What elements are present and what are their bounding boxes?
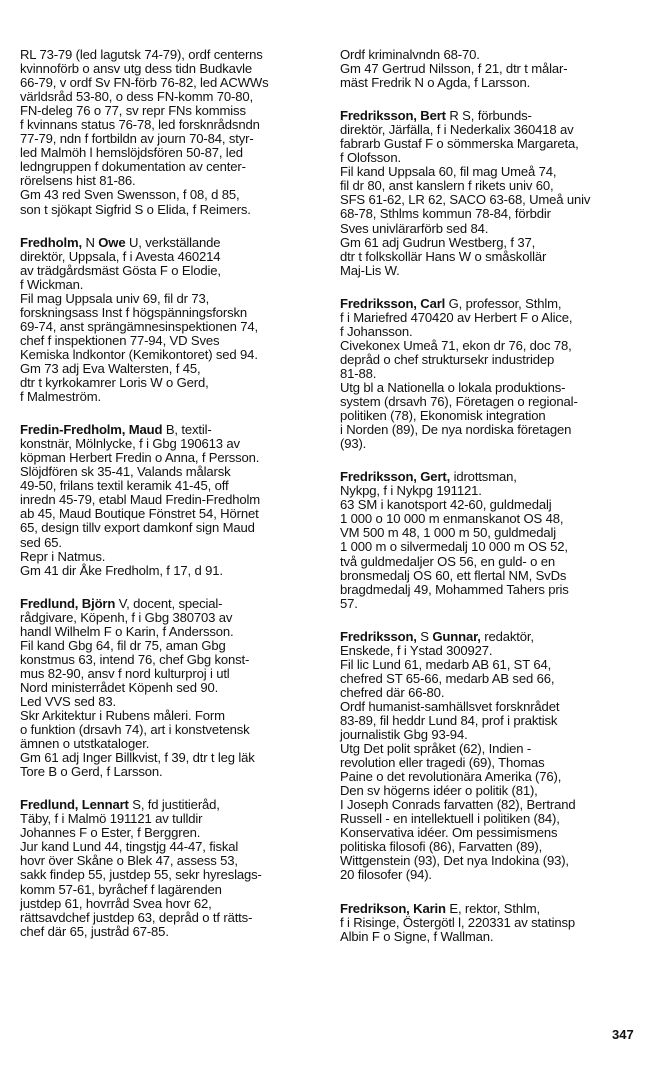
entry-text: depråd o chef struktursekr industridep	[340, 351, 555, 367]
entry-line	[20, 390, 320, 404]
entry-line	[340, 826, 640, 840]
entry-text: Nykpg, f i Nykpg 191121.	[340, 483, 482, 499]
biography-entry	[340, 48, 640, 90]
entry-text: chef f inspektionen 77-94, VD Sves	[20, 332, 220, 348]
entry-line	[340, 423, 640, 437]
entry-text: Ordf kriminalvndn 68-70.	[340, 47, 480, 62]
entry-line	[20, 278, 320, 292]
entry-line	[20, 236, 320, 250]
entry-line	[20, 826, 320, 840]
entry-line	[20, 306, 320, 320]
entry-text: Sves univlärarförb sed 84.	[340, 220, 489, 236]
entry-line	[20, 695, 320, 709]
entry-text: Täby, f i Malmö 191121 av tulldir	[20, 811, 203, 827]
entry-line	[20, 868, 320, 882]
entry-line	[20, 104, 320, 118]
entry-line	[20, 118, 320, 132]
entry-text: Repr i Natmus.	[20, 548, 106, 564]
entry-text: ab 45, Maud Boutique Fönstret 54, Hörnet	[20, 506, 259, 522]
entry-line	[340, 48, 640, 62]
entry-line	[340, 109, 640, 123]
entry-line	[20, 188, 320, 202]
entry-line	[340, 644, 640, 658]
entry-name-bold: Fredin-Fredholm, Maud	[20, 422, 163, 438]
entry-text: Wittgenstein (93), Det nya Indokina (93),	[340, 853, 569, 869]
biography-entry	[20, 236, 320, 405]
entry-text: Johannes F o Ester, f Berggren.	[20, 825, 201, 841]
entry-line	[340, 756, 640, 770]
entry-line	[340, 484, 640, 498]
entry-line	[340, 236, 640, 250]
entry-text: S, fd justitieråd,	[128, 797, 220, 813]
entry-text: Utg Det polit språket (62), Indien -	[340, 741, 532, 757]
entry-text: R S, förbunds-	[445, 108, 532, 124]
entry-line	[340, 207, 640, 221]
entry-text: 65, design tillv export damkonf sign Maud	[20, 520, 255, 536]
entry-text: f Malmeström.	[20, 389, 101, 405]
entry-line	[20, 536, 320, 550]
entry-line	[340, 437, 640, 451]
entry-text: V, docent, special-	[115, 595, 223, 611]
entry-text: handl Wilhelm F o Karin, f Andersson.	[20, 623, 234, 639]
entry-text: revolution eller tragedi (69), Thomas	[340, 755, 545, 771]
entry-line	[20, 897, 320, 911]
biography-entry	[20, 798, 320, 938]
entry-line	[340, 526, 640, 540]
entry-text: f i Risinge, Östergötl l, 220331 av statinsp	[340, 914, 576, 930]
entry-text: son t sjökapt Sigfrid S o Elida, f Reimers.	[20, 201, 251, 217]
biography-entry	[340, 297, 640, 452]
biography-entry	[20, 597, 320, 780]
entry-line	[340, 222, 640, 236]
entry-text: bronsmedalj OS 60, ett flertal NM, SvDs	[340, 567, 567, 583]
biography-entry	[340, 470, 640, 610]
entry-text: Jur kand Lund 44, tingstjg 44-47, fiskal	[20, 839, 239, 855]
entry-text: justdep 61, hovrråd Svea hovr 62,	[20, 895, 212, 911]
entry-line	[20, 479, 320, 493]
entry-line	[20, 751, 320, 765]
entry-line	[340, 165, 640, 179]
entry-text: rättsavdchef justdep 63, depråd o tf rätts-	[20, 909, 253, 925]
entry-text: Gm 41 dir Åke Fredholm, f 17, d 91.	[20, 562, 223, 578]
entry-line	[20, 174, 320, 188]
entry-text: 20 filosofer (94).	[340, 867, 432, 883]
entry-text: 49-50, frilans textil keramik 41-45, off	[20, 478, 229, 494]
entry-line	[20, 812, 320, 826]
entry-text: världsråd 53-80, o dess FN-komm 70-80,	[20, 89, 253, 105]
entry-text: journalistik Gbg 93-94.	[340, 727, 468, 743]
entry-text: fabrarb Gustaf F o sömmerska Margareta,	[340, 136, 579, 152]
entry-line	[340, 658, 640, 672]
entry-text: konstmus 63, intend 76, chef Gbg konst-	[20, 651, 250, 667]
entry-text: Fil mag Uppsala univ 69, fil dr 73,	[20, 290, 210, 306]
entry-text: Gm 61 adj Inger Billkvist, f 39, dtr t leg läk	[20, 750, 255, 766]
entry-line	[340, 555, 640, 569]
entry-name-bold: Fredholm,	[20, 234, 82, 250]
right-column	[340, 48, 640, 963]
entry-line	[20, 465, 320, 479]
entry-text: dtr t kyrkokamrer Loris W o Gerd,	[20, 375, 209, 391]
entry-line	[20, 146, 320, 160]
entry-text: VM 500 m 48, 1 000 m 50, guldmedalj	[340, 525, 557, 541]
entry-line	[20, 493, 320, 507]
entry-text: Utg bl a Nationella o lokala produktions-	[340, 379, 566, 395]
entry-line	[340, 151, 640, 165]
entry-text: dtr t folkskollär Hans W o småskollär	[340, 248, 547, 264]
entry-text: direktör, Uppsala, f i Avesta 460214	[20, 248, 221, 264]
entry-text: Enskede, f i Ystad 300927.	[340, 642, 493, 658]
entry-line	[340, 381, 640, 395]
entry-line	[340, 672, 640, 686]
entry-line	[20, 723, 320, 737]
entry-text: Gm 61 adj Gudrun Westberg, f 37,	[340, 234, 536, 250]
entry-line	[20, 854, 320, 868]
entry-text: Albin F o Signe, f Wallman.	[340, 928, 494, 944]
entry-text: FN-deleg 76 o 77, sv repr FNs kommiss	[20, 103, 246, 119]
entry-text: köpman Herbert Fredin o Anna, f Persson.	[20, 450, 260, 466]
entry-text: f Johansson.	[340, 323, 413, 339]
entry-line	[20, 90, 320, 104]
entry-text: direktör, Järfälla, f i Nederkalix 360418 av	[340, 122, 574, 138]
entry-text: U, verkställande	[125, 234, 221, 250]
entry-text: Slöjdfören sk 35-41, Valands målarsk	[20, 464, 231, 480]
entry-text: chefred där 66-80.	[340, 684, 445, 700]
entry-text: mus 82-90, ansv f nord kulturproj i utl	[20, 665, 230, 681]
entry-text: rådgivare, Köpenh, f i Gbg 380703 av	[20, 609, 233, 625]
entry-line	[340, 311, 640, 325]
entry-text: i Norden (89), De nya nordiska företagen	[340, 422, 572, 438]
entry-line	[20, 451, 320, 465]
entry-line	[20, 611, 320, 625]
entry-line	[20, 292, 320, 306]
entry-line	[340, 916, 640, 930]
entry-text: led Malmöh l hemslöjdsfören 50-87, led	[20, 145, 243, 161]
entry-line	[20, 597, 320, 611]
entry-text: politiska filosofi (86), Farvatten (89),	[340, 839, 543, 855]
entry-text: 81-88.	[340, 365, 377, 381]
entry-text: konstnär, Mölnlycke, f i Gbg 190613 av	[20, 436, 240, 452]
entry-line	[340, 930, 640, 944]
entry-line	[340, 630, 640, 644]
entry-line	[20, 911, 320, 925]
entry-line	[340, 686, 640, 700]
entry-text: Russell - en intellektuell i politiken (84),	[340, 811, 560, 827]
entry-name-bold: Fredriksson, Gert,	[340, 469, 451, 485]
entry-line	[340, 840, 640, 854]
biography-entry	[340, 109, 640, 278]
entry-line	[20, 550, 320, 564]
entry-text: 69-74, anst sprängämnesinspektionen 74,	[20, 318, 259, 334]
entry-text: bragdmedalj 49, Mohammed Tahers pris	[340, 581, 569, 597]
entry-line	[340, 409, 640, 423]
entry-text: Gm 47 Gertrud Nilsson, f 21, dtr t målar-	[340, 61, 568, 77]
entry-line	[20, 160, 320, 174]
biography-entry	[20, 423, 320, 578]
entry-line	[20, 737, 320, 751]
entry-name-bold: Fredriksson, Bert	[340, 108, 446, 124]
entry-text: Civekonex Umeå 71, ekon dr 76, doc 78,	[340, 337, 572, 353]
entry-text: S	[416, 628, 433, 644]
entry-line	[20, 840, 320, 854]
entry-line	[20, 521, 320, 535]
entry-line	[340, 583, 640, 597]
entry-text: f kvinnans status 76-78, led forsknrådsndn	[20, 117, 260, 133]
entry-line	[340, 569, 640, 583]
entry-name-bold: Fredriksson, Carl	[340, 295, 446, 311]
entry-name-bold: Fredlund, Lennart	[20, 797, 129, 813]
entry-line	[340, 395, 640, 409]
entry-line	[340, 193, 640, 207]
entry-text: redaktör,	[480, 628, 534, 644]
entry-text: Fil kand Uppsala 60, fil mag Umeå 74,	[340, 164, 557, 180]
page-number: 347	[612, 1027, 634, 1042]
entry-text: system (drsavh 76), Företagen o regional-	[340, 394, 578, 410]
entry-line	[20, 320, 320, 334]
entry-line	[340, 597, 640, 611]
entry-line	[340, 742, 640, 756]
entry-line	[20, 564, 320, 578]
entry-text: idrottsman,	[450, 469, 517, 485]
entry-text: ämnen o utstkataloger.	[20, 736, 150, 752]
entry-line	[20, 883, 320, 897]
entry-line	[20, 681, 320, 695]
entry-text: SFS 61-62, LR 62, SACO 63-68, Umeå univ	[340, 192, 591, 208]
entry-text: RL 73-79 (led lagutsk 74-79), ordf centerns	[20, 47, 263, 62]
entry-text: Gm 73 adj Eva Waltersten, f 45,	[20, 360, 201, 376]
entry-line	[340, 498, 640, 512]
entry-line	[20, 667, 320, 681]
entry-text: 1 000 o 10 000 m enmanskanot OS 48,	[340, 511, 564, 527]
entry-line	[20, 798, 320, 812]
entry-text: f Olofsson.	[340, 150, 401, 166]
entry-line	[20, 62, 320, 76]
entry-text: ledngruppen f dokumentation av center-	[20, 159, 246, 175]
entry-line	[340, 76, 640, 90]
entry-line	[20, 362, 320, 376]
entry-text: politiken (78), Ekonomisk integration	[340, 408, 546, 424]
entry-line	[20, 653, 320, 667]
entry-text: inredn 45-79, etabl Maud Fredin-Fredholm	[20, 492, 261, 508]
entry-line	[340, 62, 640, 76]
entry-line	[340, 325, 640, 339]
entry-line	[20, 437, 320, 451]
entry-text: av trädgårdsmäst Gösta F o Elodie,	[20, 262, 221, 278]
entry-name-bold: Fredlund, Björn	[20, 595, 116, 611]
entry-text: komm 57-61, byråchef f lagärenden	[20, 881, 222, 897]
entry-text: Fil kand Gbg 64, fil dr 75, aman Gbg	[20, 637, 226, 653]
entry-text: 63 SM i kanotsport 42-60, guldmedalj	[340, 497, 552, 513]
entry-line	[340, 902, 640, 916]
entry-text: Gm 43 red Sven Swensson, f 08, d 85,	[20, 187, 240, 203]
entry-text: 77-79, ndn f fortbildn av journ 70-84, styr-	[20, 131, 254, 147]
entry-text: chef där 65, justråd 67-85.	[20, 923, 169, 939]
entry-line	[340, 353, 640, 367]
entry-text: 66-79, v ordf Sv FN-förb 76-82, led ACWWs	[20, 75, 269, 91]
entry-text: Ordf humanist-samhällsvet forsknrådet	[340, 698, 560, 714]
entry-text: kvinnoförb o ansv utg dess tidn Budkavle	[20, 61, 253, 77]
entry-text: Fil lic Lund 61, medarb AB 61, ST 64,	[340, 656, 552, 672]
entry-text: f Wickman.	[20, 276, 84, 292]
entry-text: Led VVS sed 83.	[20, 693, 117, 709]
entry-text: hovr över Skåne o Blek 47, assess 53,	[20, 853, 238, 869]
entry-line	[20, 250, 320, 264]
entry-text: forskningsass Inst f högspänningsforskn	[20, 304, 248, 320]
entry-line	[340, 812, 640, 826]
entry-line	[340, 264, 640, 278]
entry-line	[340, 123, 640, 137]
entry-line	[20, 132, 320, 146]
entry-line	[340, 470, 640, 484]
entry-text: fil dr 80, anst kanslern f rikets univ 60,	[340, 178, 554, 194]
entry-line	[340, 512, 640, 526]
entry-text: o funktion (drsavh 74), art i konstvetensk	[20, 722, 250, 738]
entry-text: chefred ST 65-66, medarb AB sed 66,	[340, 670, 555, 686]
entry-text: I Joseph Conrads farvatten (82), Bertrand	[340, 797, 576, 813]
left-column	[20, 48, 320, 958]
entry-name-bold: Owe	[98, 234, 126, 250]
entry-text: mäst Fredrik N o Agda, f Larsson.	[340, 75, 531, 91]
entry-text: Skr Arkitektur i Rubens måleri. Form	[20, 708, 225, 724]
entry-line	[340, 714, 640, 728]
entry-line	[20, 264, 320, 278]
biography-entry	[20, 48, 320, 217]
entry-line	[340, 784, 640, 798]
entry-line	[20, 348, 320, 362]
entry-text: 57.	[340, 595, 358, 611]
entry-line	[340, 339, 640, 353]
biography-entry	[340, 902, 640, 944]
entry-line	[340, 854, 640, 868]
entry-line	[340, 770, 640, 784]
entry-text: 68-78, Sthlms kommun 78-84, förbdir	[340, 206, 551, 222]
entry-line	[340, 367, 640, 381]
entry-line	[20, 334, 320, 348]
entry-text: Tore B o Gerd, f Larsson.	[20, 764, 163, 780]
entry-line	[20, 709, 320, 723]
entry-line	[20, 48, 320, 62]
entry-line	[340, 179, 640, 193]
entry-text: Paine o det revolutionära Amerika (76),	[340, 769, 562, 785]
entry-line	[20, 925, 320, 939]
entry-line	[20, 765, 320, 779]
entry-text: E, rektor, Sthlm,	[445, 900, 540, 916]
entry-text: rörelsens hist 81-86.	[20, 173, 136, 189]
entry-text: 83-89, fil heddr Lund 84, prof i praktisk	[340, 712, 558, 728]
entry-text: Maj-Lis W.	[340, 262, 400, 278]
entry-text: sed 65.	[20, 534, 62, 550]
entry-line	[340, 700, 640, 714]
entry-line	[340, 540, 640, 554]
entry-text: Kemiska lndkontor (Kemikontoret) sed 94.	[20, 346, 258, 362]
entry-line	[20, 625, 320, 639]
entry-text: Nord ministerrådet Köpenh sed 90.	[20, 679, 219, 695]
entry-name-bold: Gunnar,	[432, 628, 481, 644]
entry-text: 1 000 m o silvermedalj 10 000 m OS 52,	[340, 539, 568, 555]
entry-text: Konservativa idéer. Om pessimismens	[340, 825, 558, 841]
entry-line	[20, 423, 320, 437]
entry-line	[340, 728, 640, 742]
entry-line	[20, 76, 320, 90]
entry-text: (93).	[340, 436, 367, 452]
entry-line	[340, 250, 640, 264]
entry-line	[340, 297, 640, 311]
entry-line	[20, 203, 320, 217]
entry-name-bold: Fredriksson,	[340, 628, 417, 644]
entry-text: G, professor, Sthlm,	[445, 295, 562, 311]
entry-text: B, textil-	[162, 422, 212, 438]
biography-entry	[340, 630, 640, 883]
entry-line	[340, 137, 640, 151]
entry-name-bold: Fredrikson, Karin	[340, 900, 446, 916]
entry-text: två guldmedaljer OS 56, en guld- o en	[340, 553, 555, 569]
entry-text: f i Mariefred 470420 av Herbert F o Alice,	[340, 309, 573, 325]
entry-line	[20, 507, 320, 521]
entry-text: sakk findep 55, justdep 55, sekr hyreslags-	[20, 867, 262, 883]
entry-line	[340, 868, 640, 882]
entry-text: N	[81, 234, 99, 250]
entry-line	[340, 798, 640, 812]
entry-text: Den sv högerns idéer o politik (81),	[340, 783, 538, 799]
entry-line	[20, 639, 320, 653]
entry-line	[20, 376, 320, 390]
